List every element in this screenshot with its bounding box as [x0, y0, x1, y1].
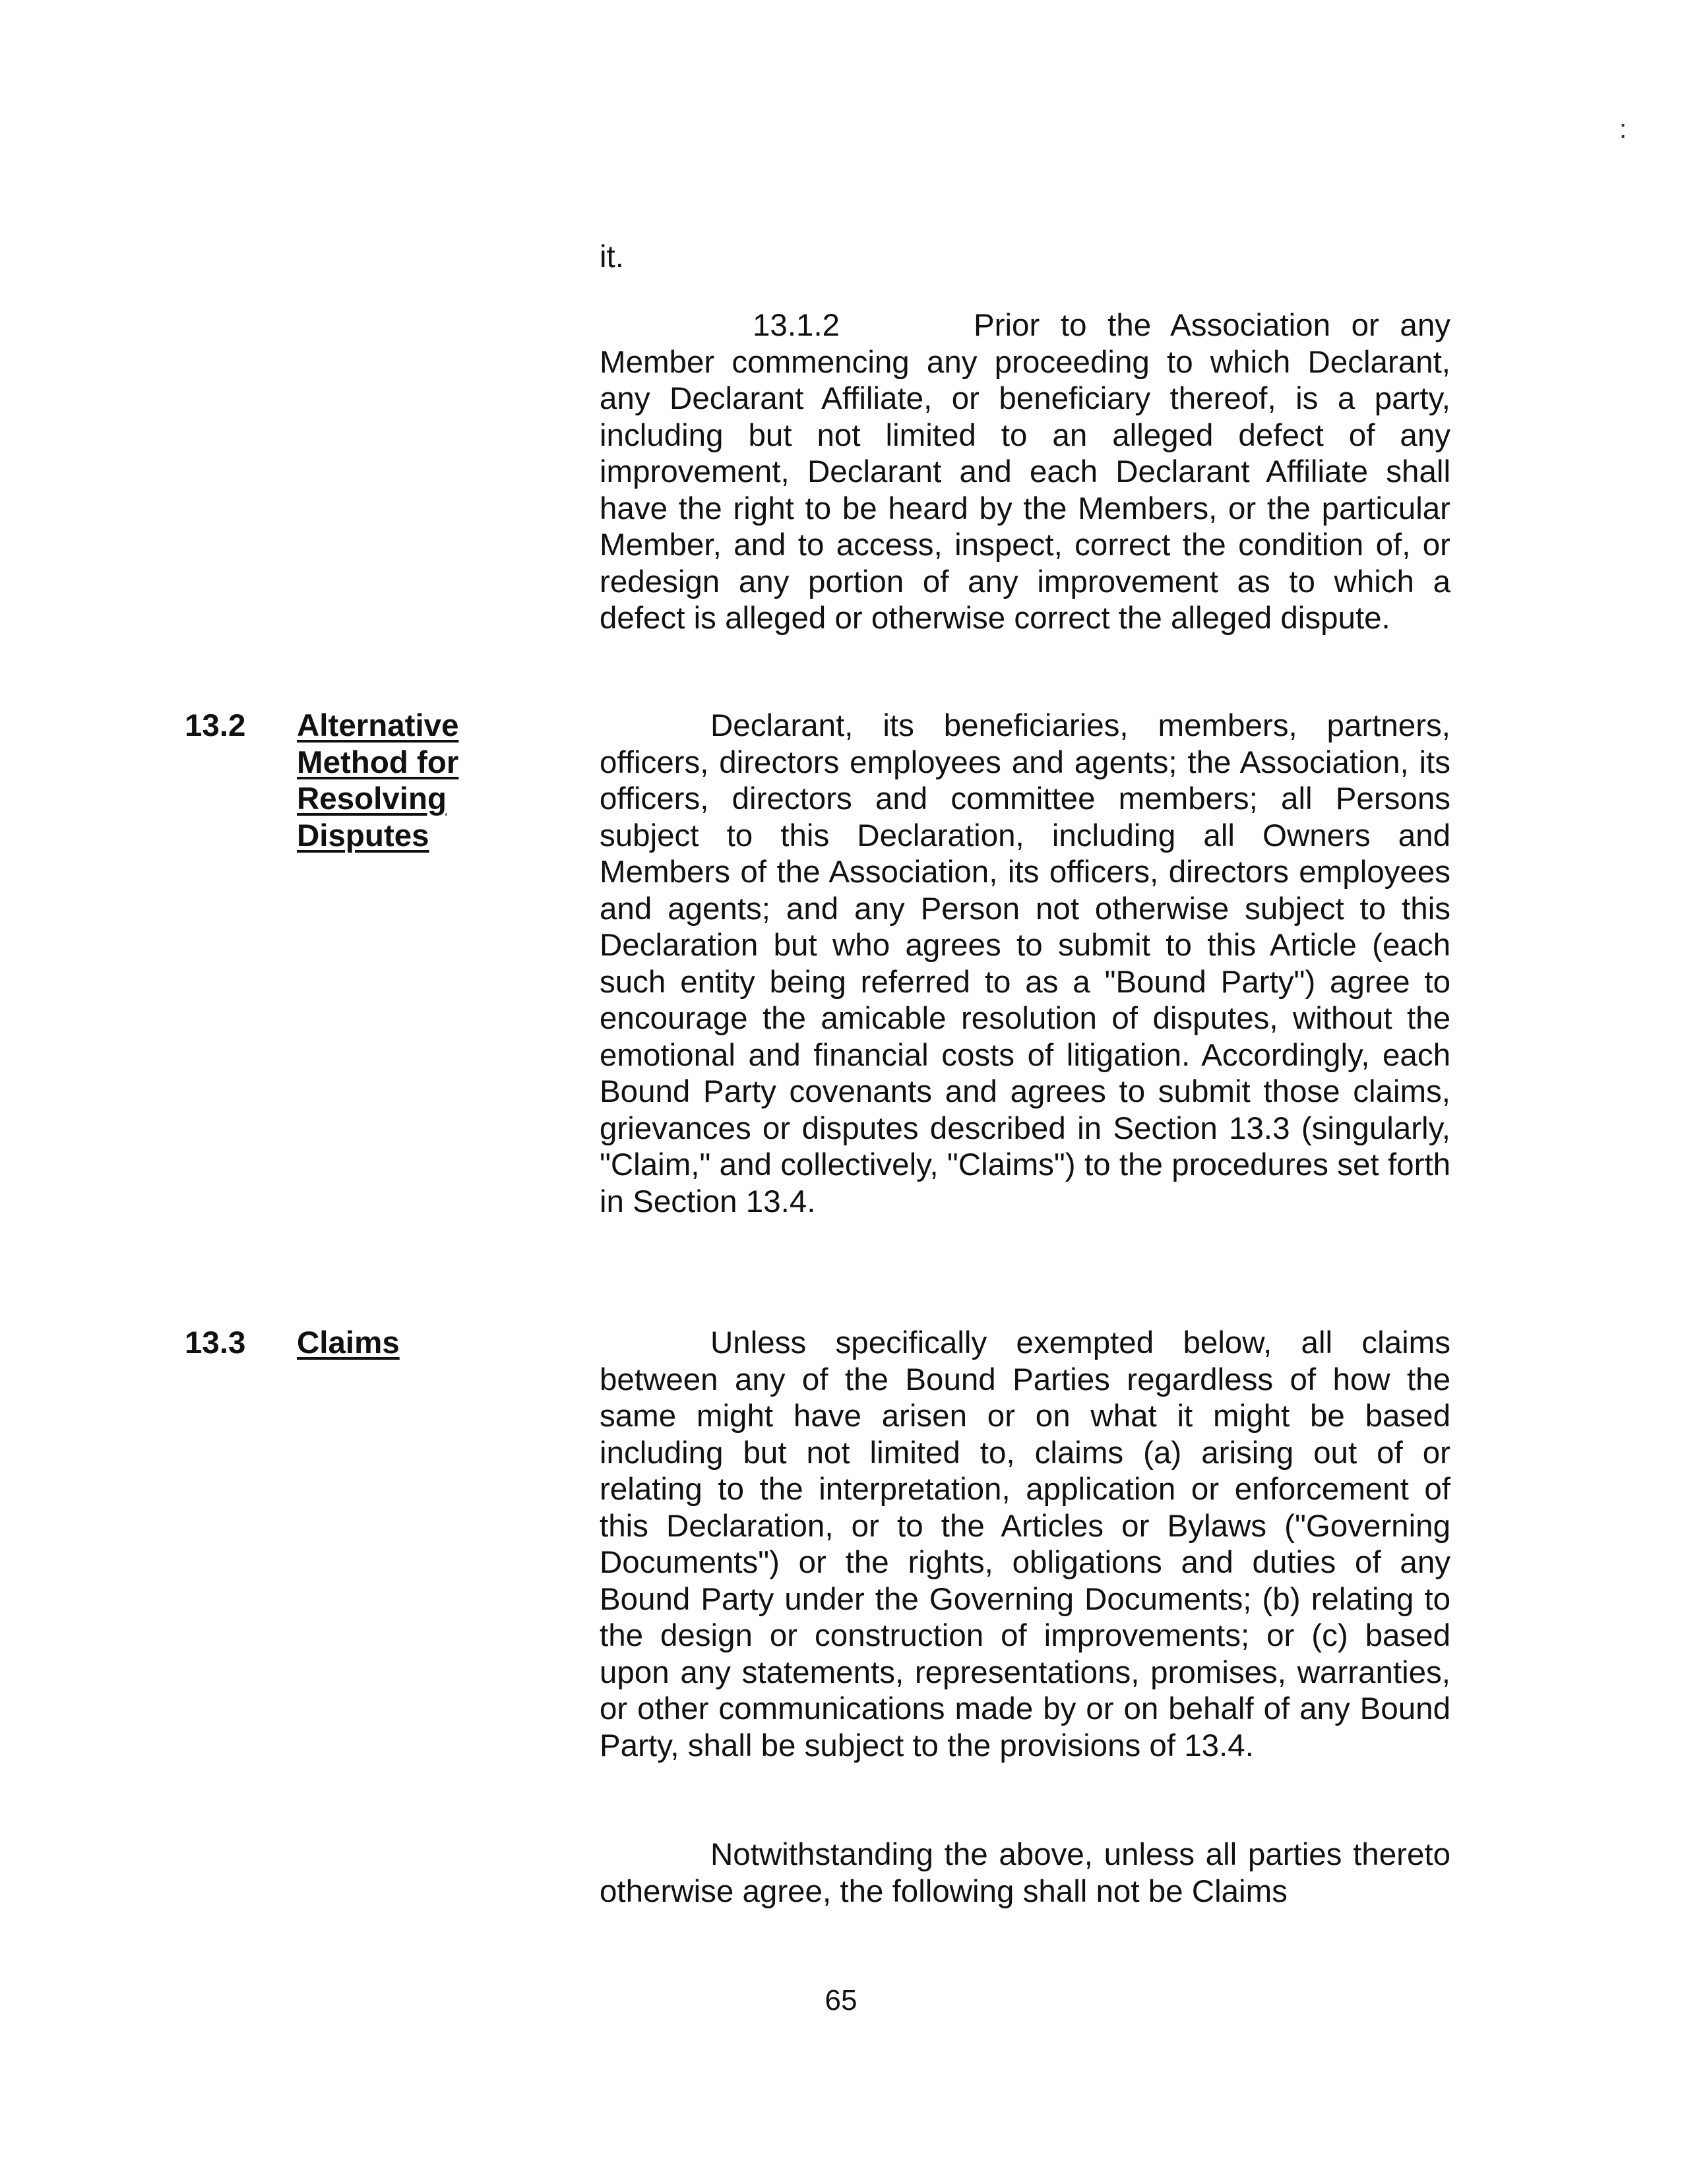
section-13-3-title: Claims [297, 1325, 400, 1360]
section-13-3-text: Unless specifically exempted below, all claims between any of the Bound Parties regardless of how the same might have arisen or on what it might be based including but not limited to, claims (a) arising out of or relating to the interpretation, application or enforcement of this Declaration, or to the Articles or Bylaws ("Governing Documents") or the rights, obligations and duties of any Bound Party under the Governing Documents; (b) relating to the design or construction of improvements; or (c) based upon any statements, representations, promises, warranties, or other communications made by or on behalf of any Bound Party, shall be subject to the provisions of 13.4. [600, 1325, 1450, 1763]
section-13-1-2-number: 13.1.2 [753, 308, 840, 343]
section-13-3-continued-paragraph [600, 1836, 1450, 1910]
section-13-2-title: Alternative Method for Resolving Disputes [297, 708, 459, 853]
section-13-3-number: 13.3 [185, 1325, 246, 1360]
section-13-2-number: 13.2 [185, 708, 246, 743]
section-13-2-paragraph [600, 708, 1450, 1220]
section-13-1-2-text: Prior to the Association or any Member commencing any proceeding to which Declarant, any Declarant Affiliate, or beneficiary thereof, is a party, including but not limited to an alleged defect of any improvement, Declarant and each Declarant Affiliate shall have the right to be heard by the Members, or the particular Member, and to access, inspect, correct the condition of, or redesign any portion of any improvement as to which a defect is alleged or otherwise correct the alleged dispute. [600, 308, 1450, 636]
section-13-3-continued-text: Notwithstanding the above, unless all parties thereto otherwise agree, the following shall not be Claims [600, 1837, 1450, 1909]
margin-mark: : [1619, 115, 1627, 144]
section-13-1-2-paragraph [600, 307, 1450, 637]
continued-text-fragment: it. [600, 239, 624, 274]
section-13-3-paragraph [600, 1325, 1450, 1764]
section-13-2-text: Declarant, its beneficiaries, members, partners, officers, directors employees and agents; the Association, its officers, directors and committee members; all Persons subject to this Declaration, including all Owners and Members of the Association, its officers, directors employees and agents; and any Person not otherwise subject to this Declaration but who agrees to submit to this Article (each such entity being referred to as a "Bound Party") agree to encourage the amicable resolution of disputes, without the emotional and financial costs of litigation. Accordingly, each Bound Party covenants and agrees to submit those claims, grievances or disputes described in Section 13.3 (singularly, "Claim," and collectively, "Claims") to the procedures set forth in Section 13.4. [600, 708, 1450, 1219]
section-13-1-2-body [600, 307, 1450, 637]
page-number: 65 [825, 1984, 857, 2017]
